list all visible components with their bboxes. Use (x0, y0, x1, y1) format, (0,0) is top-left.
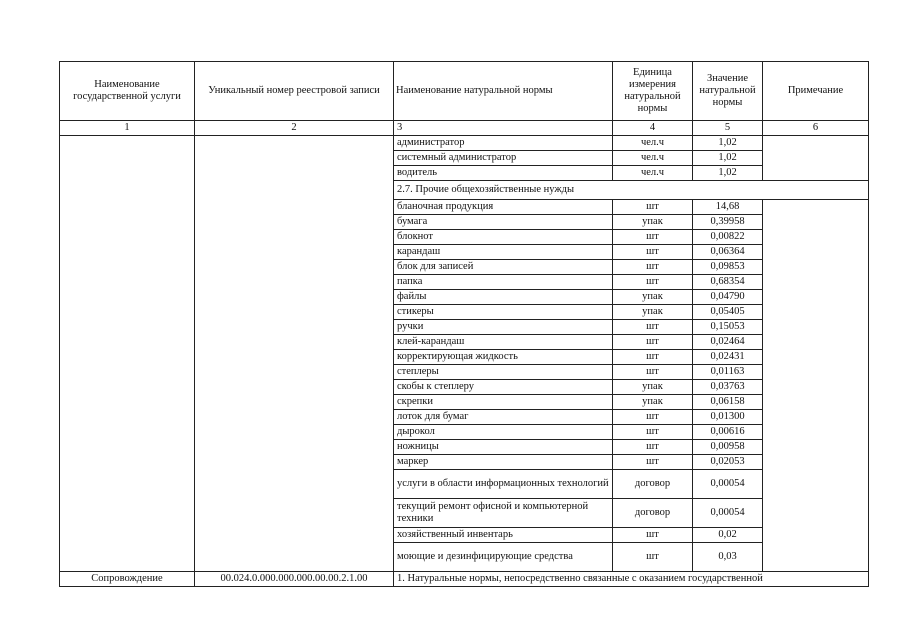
norm-name: степлеры (394, 365, 613, 380)
norm-value: 0,06364 (693, 245, 763, 260)
norm-value: 0,00054 (693, 499, 763, 528)
norm-value: 0,15053 (693, 320, 763, 335)
norm-name: администратор (394, 136, 613, 151)
table-row (60, 136, 869, 151)
norm-unit: шт (613, 260, 693, 275)
norm-unit: шт (613, 275, 693, 290)
norm-unit: шт (613, 245, 693, 260)
document-page (59, 61, 868, 587)
norm-value: 0,02431 (693, 350, 763, 365)
norm-value: 0,39958 (693, 215, 763, 230)
table-body (60, 136, 869, 587)
norm-name: текущий ремонт офисной и компьютерной техники (394, 499, 613, 528)
norm-name: хозяйственный инвентарь (394, 528, 613, 543)
norm-unit: чел.ч (613, 151, 693, 166)
norm-unit: упак (613, 380, 693, 395)
norm-name: водитель (394, 166, 613, 181)
norm-name: карандаш (394, 245, 613, 260)
column-number: 3 (394, 121, 613, 136)
norm-name: файлы (394, 290, 613, 305)
service-cell-empty (60, 136, 195, 572)
norm-value: 0,05405 (693, 305, 763, 320)
header-cell: Единица измерения натуральной нормы (613, 62, 693, 121)
norm-value: 0,02053 (693, 455, 763, 470)
service-name: Сопровождение (60, 572, 195, 587)
column-number: 6 (763, 121, 869, 136)
norm-value: 0,00822 (693, 230, 763, 245)
norm-name: дырокол (394, 425, 613, 440)
norm-name: корректирующая жидкость (394, 350, 613, 365)
norm-name: услуги в области информационных технологий (394, 470, 613, 499)
norm-name: блокнот (394, 230, 613, 245)
norm-unit: шт (613, 320, 693, 335)
norm-value: 0,03763 (693, 380, 763, 395)
norm-name: стикеры (394, 305, 613, 320)
norm-name: маркер (394, 455, 613, 470)
header-row (60, 62, 869, 121)
norm-unit: упак (613, 215, 693, 230)
header-cell: Значение натуральной нормы (693, 62, 763, 121)
norm-name: блок для записей (394, 260, 613, 275)
table-row (60, 572, 869, 587)
norm-unit: упак (613, 305, 693, 320)
norm-name: ручки (394, 320, 613, 335)
norm-unit: договор (613, 470, 693, 499)
norm-name: скрепки (394, 395, 613, 410)
norm-unit: упак (613, 290, 693, 305)
norm-value: 0,00616 (693, 425, 763, 440)
norm-name: бланочная продукция (394, 200, 613, 215)
norm-name: бумага (394, 215, 613, 230)
note-cell-empty (763, 136, 869, 181)
norm-unit: шт (613, 365, 693, 380)
norm-unit: шт (613, 230, 693, 245)
norm-unit: упак (613, 395, 693, 410)
norm-value: 0,02 (693, 528, 763, 543)
norm-unit: шт (613, 335, 693, 350)
column-number: 1 (60, 121, 195, 136)
norm-value: 0,06158 (693, 395, 763, 410)
norm-value: 14,68 (693, 200, 763, 215)
norm-value: 0,03 (693, 543, 763, 572)
column-number: 2 (195, 121, 394, 136)
registry-number: 00.024.0.000.000.000.00.00.2.1.00 (195, 572, 394, 587)
norm-value: 1,02 (693, 136, 763, 151)
column-number-row (60, 121, 869, 136)
section-title: 2.7. Прочие общехозяйственные нужды (394, 181, 869, 200)
registry-cell-empty (195, 136, 394, 572)
norm-unit: договор (613, 499, 693, 528)
norm-value: 0,01300 (693, 410, 763, 425)
header-cell: Примечание (763, 62, 869, 121)
norms-table (59, 61, 869, 587)
norm-name: папка (394, 275, 613, 290)
norm-value: 0,04790 (693, 290, 763, 305)
norm-name: клей-карандаш (394, 335, 613, 350)
norm-unit: шт (613, 455, 693, 470)
norm-value: 1,02 (693, 151, 763, 166)
norm-name: скобы к степлеру (394, 380, 613, 395)
norm-name: лоток для бумаг (394, 410, 613, 425)
norm-value: 0,01163 (693, 365, 763, 380)
norm-unit: чел.ч (613, 136, 693, 151)
norm-section-text: 1. Натуральные нормы, непосредственно связанные с оказанием государственной (394, 572, 869, 587)
norm-unit: шт (613, 440, 693, 455)
norm-name: ножницы (394, 440, 613, 455)
norm-unit: шт (613, 425, 693, 440)
norm-unit: шт (613, 350, 693, 365)
norm-unit: шт (613, 528, 693, 543)
norm-name: моющие и дезинфицирующие средства (394, 543, 613, 572)
column-number: 4 (613, 121, 693, 136)
norm-name: системный администратор (394, 151, 613, 166)
norm-value: 0,00958 (693, 440, 763, 455)
header-cell: Уникальный номер реестровой записи (195, 62, 394, 121)
note-cell-empty (763, 200, 869, 572)
norm-value: 0,02464 (693, 335, 763, 350)
norm-unit: чел.ч (613, 166, 693, 181)
norm-unit: шт (613, 200, 693, 215)
norm-value: 0,09853 (693, 260, 763, 275)
column-number: 5 (693, 121, 763, 136)
norm-value: 0,68354 (693, 275, 763, 290)
header-cell: Наименование государственной услуги (60, 62, 195, 121)
norm-value: 0,00054 (693, 470, 763, 499)
norm-unit: шт (613, 543, 693, 572)
norm-unit: шт (613, 410, 693, 425)
norm-value: 1,02 (693, 166, 763, 181)
header-cell: Наименование натуральной нормы (394, 62, 613, 121)
